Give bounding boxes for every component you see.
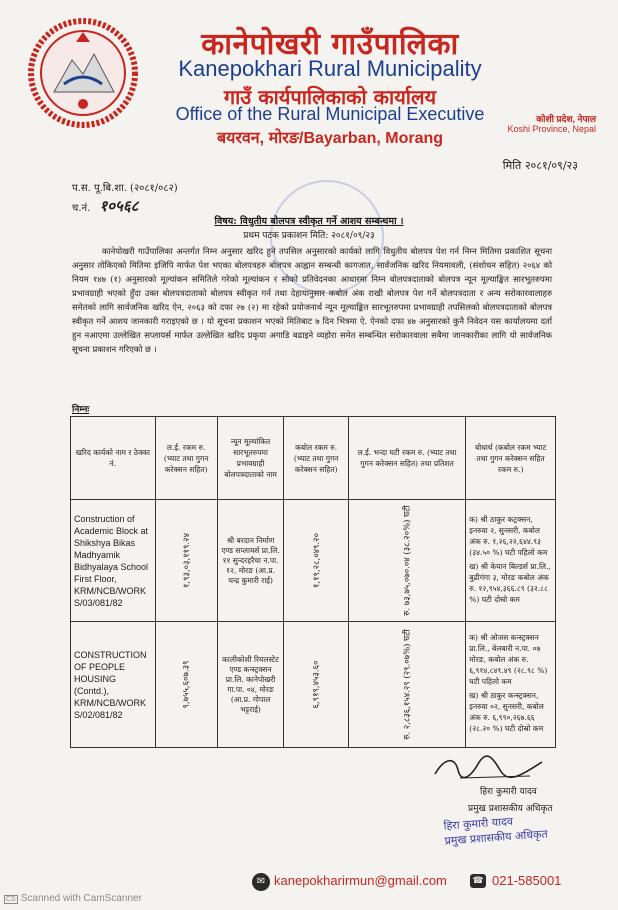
handwritten-signature — [430, 752, 550, 782]
work-name: Construction of Academic Block at Shikshya Bikas Madhyamik Bidhyalaya School First Floor, KRM/NCB/WORK S/03/081/82 — [71, 500, 156, 622]
province-np: कोशी प्रदेश, नेपाल — [536, 114, 596, 124]
municipality-title-np: कानेपोखरी गाउँपालिका — [201, 27, 459, 62]
remarks-cell — [466, 622, 556, 748]
col-header-bid: कबोल रकम रु. (भ्याट तथा गुगन करेक्सन सहित) — [284, 417, 348, 500]
municipality-title-en: Kanepokhari Rural Municipality — [178, 56, 482, 81]
chalani-label: च.नं. — [72, 203, 91, 214]
office-location: बयरवन, मोरङ/Bayarban, Morang — [216, 130, 444, 147]
col-header-work: खरिद कार्यको नाम र ठेक्का नं. — [71, 417, 156, 500]
col-header-estimate: ल.ई. रकम रु. (भ्याट तथा गुगन करेक्सन सहित) — [155, 417, 217, 500]
stamp-name: हिरा कुमारी यादव — [443, 814, 514, 833]
estimate-value: ९,७५५,६०७.३९ — [181, 660, 192, 709]
remark-item: ख) श्री केयान बिल्डर्स प्रा.लि., बुढीगंगा ३, मोरङ कबोल अंक रु. १२,९५४,३६६.८९ (३२.८८ %) घटी दोस्रो कम — [469, 561, 551, 604]
office-title-en: Office of the Rural Municipal Executive — [175, 104, 485, 124]
estimate-cell — [155, 622, 217, 748]
notice-subject: विषय: विधुतीय बोलपत्र स्वीकृत गर्ने आशय सम्बन्धमा । — [214, 216, 404, 227]
bid-cell — [284, 500, 348, 622]
camscanner-icon: CS — [6, 896, 16, 903]
bid-cell — [284, 622, 348, 748]
remark-item: क) श्री ओजस कन्स्ट्रक्सन प्रा.लि., बेलबारी न.पा. ०७ मोरङ, कबोल अंक रु. ६,९१४,८४९.४९ (२८.९८ %) घटी पहिलो कम — [469, 633, 548, 686]
mail-icon: ✉ — [252, 873, 270, 891]
estimate-cell — [155, 500, 217, 622]
col-header-bidder: न्यून मूल्यांकित सारभूतरुपमा प्रभावग्राही बोलपत्रदाताको नाम — [217, 417, 284, 500]
diff-value: रु. २,८३६,१५४.२९ (२९.०७%) घटी — [402, 629, 413, 740]
chalani-number — [72, 196, 138, 216]
table-header-row — [71, 417, 556, 500]
remark-item: क) श्री ठाकुर कट्रक्सन, इनरुवा २, सुनसरी, कबोल अंक रु. १,२६,२२,६४४.९३ (३४.५० %) घटी पहिलो कम — [469, 514, 548, 557]
bid-table — [70, 416, 556, 748]
province-en: Koshi Province, Nepal — [507, 124, 596, 134]
chalani-value: १०५६८ — [99, 197, 139, 215]
estimate-value: १,९३,०३,११९.२४ — [181, 532, 192, 589]
footer-email: kanepokharirmun@gmail.com — [274, 873, 447, 888]
phone-icon: ☎ — [470, 874, 486, 888]
stamp-title: प्रमुख प्रशासकीय अधिकृत — [444, 827, 549, 848]
diff-cell — [348, 500, 465, 622]
remark-item: ख) श्री ठाकुर कन्स्ट्रक्सन, इनरुवा ०२, सुनसरी, कबोल अंक रु. ६,९९०,२६७.६६ (२८.२० %) घटी दोस्रो कम — [469, 691, 544, 733]
notice-date: मिति २०८१/०९/२३ — [502, 159, 578, 172]
official-stamp — [443, 811, 548, 848]
patra-sankhya: प.स. पू.बि.शा. (२०८१/०८२) — [72, 183, 178, 194]
office-title-np: गाउँ कार्यपालिकाको कार्यालय — [223, 85, 437, 109]
diff-value: रु. ७३,७५,०७०.०४ (३८.२०%) घटी — [402, 505, 413, 616]
signer-name: हिरा कुमारी यादव — [480, 787, 537, 797]
work-name: CONSTRUCTION OF PEOPLE HOUSING (Contd.), KRM/NCB/WORK S/02/081/82 — [71, 622, 156, 748]
remarks-cell — [466, 500, 556, 622]
scanner-watermark — [4, 893, 142, 904]
footer-phone: 021-585001 — [492, 873, 562, 888]
col-header-diff: ल.ई. भन्दा घटी रकम रु. (भ्याट तथा गुगन करेक्सन सहित) तथा प्रतिशत — [348, 417, 465, 500]
bidder-name: कालीकोशी रियलस्टेट एण्ड कन्स्ट्रक्सन प्रा.लि. कानेपोखरी गा.पा. ०४, मोरङ (आ.प्र. गोपाल भट्टराई) — [217, 622, 284, 748]
publish-date: प्रथम पटक प्रकाशन मिति: २०८१/०९/२३ — [243, 231, 375, 241]
bid-value: ६,९१९,४५३.६० — [311, 660, 322, 709]
signer-title: प्रमुख प्रशासकीय अधिकृत — [468, 804, 553, 814]
scanner-text: Scanned with CamScanner — [20, 893, 142, 904]
diff-cell — [348, 622, 465, 748]
bid-value: १,१९,२८,०४९.२० — [311, 532, 322, 589]
table-row — [71, 622, 556, 748]
col-header-remarks: बोधार्थ (कबोल रकम भ्याट तथा गुगन करेक्सन सहित रकम रु.) — [466, 417, 556, 500]
nimna-label: निम्नः — [72, 405, 90, 415]
table-row — [71, 500, 556, 622]
signature-block — [430, 752, 590, 814]
notice-body: कानेपोखरी गाउँपालिका अन्तर्गत निम्न अनुसार खरिद हुने तपसिल अनुसारको कार्यको लागि विधुतीय बोलपत्र पेश गर्न निम्न मितिमा प्रकाशित सूचना अनुसार तोकिएको मितिमा इजिपि मार्फत पेश भएका बोलपत्रहरु बोलपत्र आह्वान सम्बन्धी कागजात, सार्वजनिक खरिद नियमावली, (संशोधन सहित) २०६४ को नियम १४७ (१) अनुसारको मूल्यांकन समितिले गरेको मूल्यांकन र सोको प्रतिवेदनका आधारमा निम्न बोलपत्रदाताको बोलपत्र न्यून मूल्याङ्कित सारभूतरुपमा प्रभावग्राही भएको हुँदा उक्त बोलपत्रदाताको बोलपत्र स्वीकृत गर्न तथा देहायानुसार कबोल अंक राखी बोलपत्र पेश गर्ने बोलपत्रदाता र अन्य सरोकारवालाहरु समेतको लागि सार्वजनिक खरिद ऐन, २०६३ को दफा २७ (२) मा रहेको प्रयोजनार्थ न्यून मूल्याङ्कित सारभूतरुपमा प्रभावग्राही तपसिलको बोलपत्रदाताको बोलपत्र स्वीकृत गर्ने आशय जानकारी गराइएको छ । यो सूचना प्रकाशन भएको मितिबाट ७ दिन भित्रमा ऐ. ऐनको दफा ४७ अनुसारको कुनै निवेदन यस कार्यालयमा दर्ता हुन नआएमा उल्लेखित सप्लायर्स मार्फत उल्लेखित खरिद प्रकृया अगाडि बढाइने व्यहोरा समेत सम्बन्धित सरोकारवाला सबैमा जानकारीका लागि यो सार्वजनिक सूचना प्रकाशन गरिएको छ । — [72, 246, 552, 354]
bidder-name: श्री बरदान निर्माण एण्ड सप्लायर्स प्रा.लि. ११ सुन्दरहरैचा न.पा. १२, मोरङ (आ.प्र. चन्द्र कुमारी राई) — [217, 500, 284, 622]
